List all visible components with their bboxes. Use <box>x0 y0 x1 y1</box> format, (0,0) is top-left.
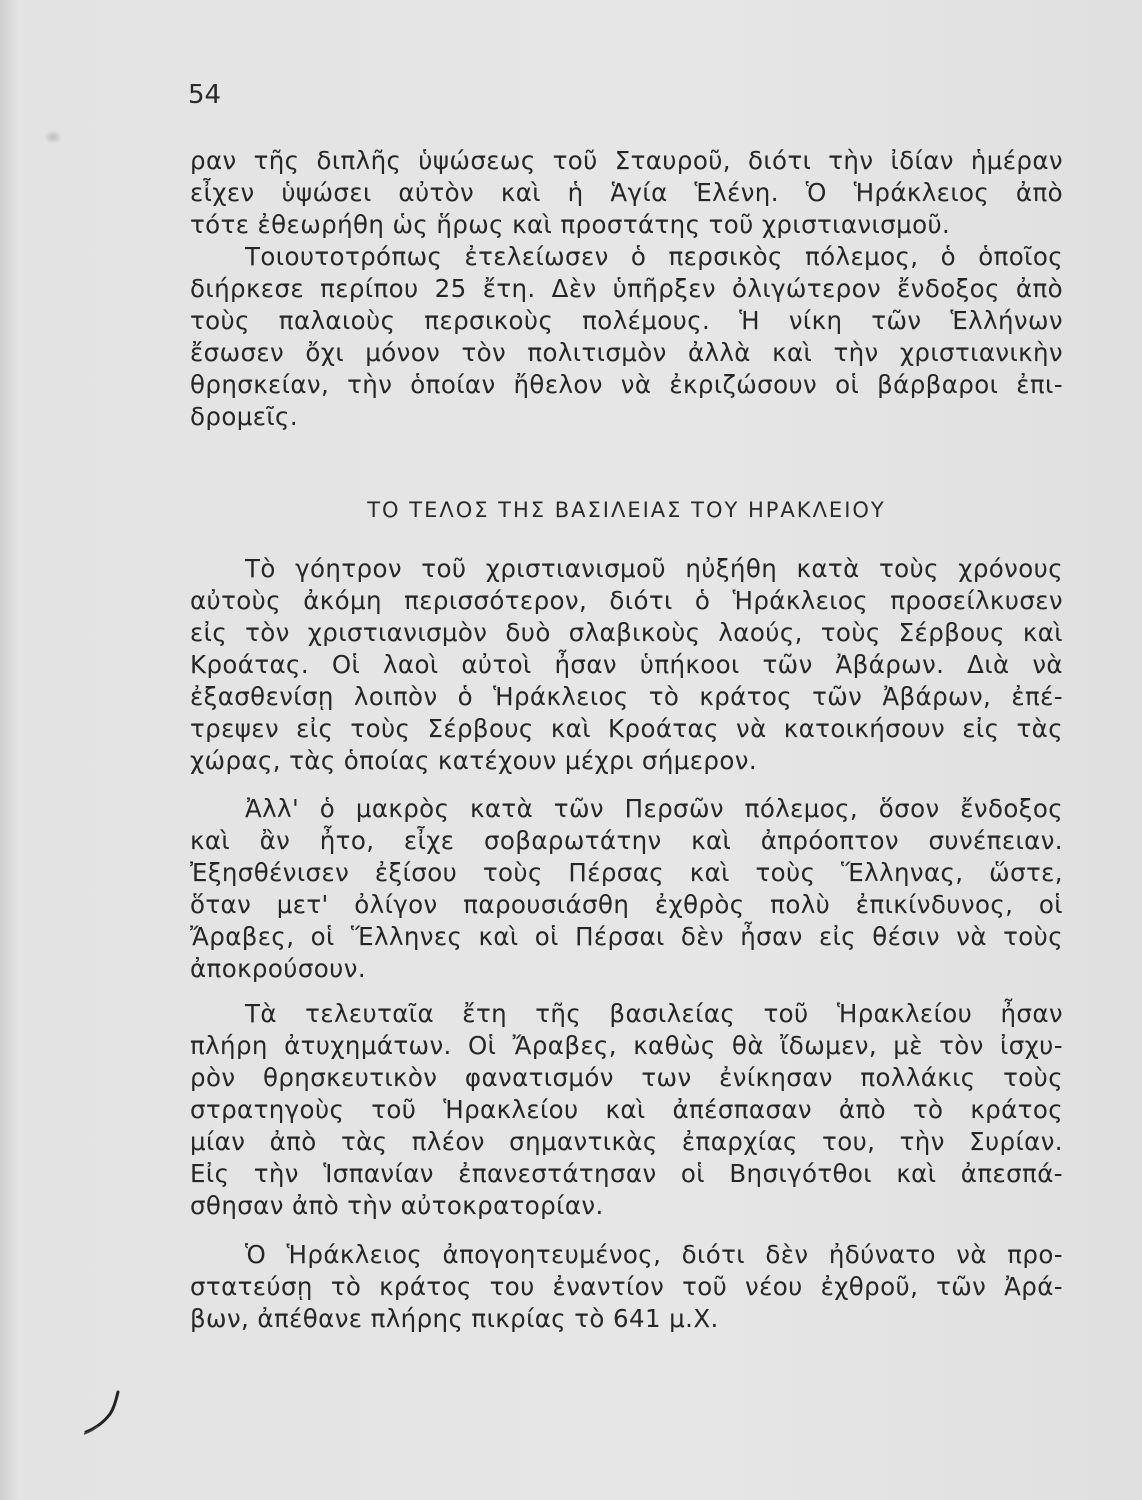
text-line: εἶχεν ὑψώσει αὐτὸν καὶ ἡ Ἁγία Ἑλένη. Ὁ Ἡράκλειος ἀπὸ <box>190 178 1063 207</box>
text-line: χώρας, τὰς ὁποίας κατέχουν μέχρι σήμερον. <box>190 746 758 775</box>
text-line: αὐτοὺς ἀκόμη περισσότερον, διότι ὁ Ἡράκλειος προσείλκυσεν <box>190 586 1063 615</box>
text-line: ὅταν μετ' ὀλίγον παρουσιάσθη ἐχθρὸς πολὺ ἐπικίνδυνος, οἱ <box>190 890 1063 919</box>
pen-mark-icon <box>82 1388 132 1438</box>
paragraph-persian-war-end <box>190 145 1063 433</box>
section-heading: ΤΟ ΤΕΛΟΣ ΤΗΣ ΒΑΣΙΛΕΙΑΣ ΤΟΥ ΗΡΑΚΛΕΙΟΥ <box>367 498 886 522</box>
text-line: ἀποκρούσουν. <box>190 954 367 983</box>
text-line: τρεψεν εἰς τοὺς Σέρβους καὶ Κροάτας νὰ κατοικήσουν εἰς τὰς <box>190 714 1063 743</box>
text-line: καὶ ἂν ἦτο, εἶχε σοβαρωτάτην καὶ ἀπρόοπτον συνέπειαν. <box>190 826 1063 855</box>
text-line: διήρκεσε περίπου 25 ἔτη. Δὲν ὑπῆρξεν ὀλιγώτερον ἔνδοξος ἀπὸ <box>190 274 1063 303</box>
text-line: πλήρη ἀτυχημάτων. Οἱ Ἄραβες, καθὼς θὰ ἴδωμεν, μὲ τὸν ἰσχυ- <box>190 1031 1063 1060</box>
page-number: 54 <box>188 80 222 110</box>
paragraph-final-years <box>190 998 1063 1222</box>
text-line: βων, ἀπέθανε πλήρης πικρίας τὸ 641 μ.Χ. <box>190 1304 719 1333</box>
text-line: τοὺς παλαιοὺς περσικοὺς πολέμους. Ἡ νίκη τῶν Ἑλλήνων <box>190 306 1063 335</box>
text-line: Τοιουτοτρόπως ἐτελείωσεν ὁ περσικὸς πόλεμος, ὁ ὁποῖος <box>245 242 1063 271</box>
paragraph-slavic-peoples <box>190 553 1063 777</box>
text-line: σθησαν ἀπὸ τὴν αὐτοκρατορίαν. <box>190 1191 604 1220</box>
text-line: στατεύσῃ τὸ κράτος του ἐναντίον τοῦ νέου ἐχθροῦ, τῶν Ἀρά- <box>190 1272 1063 1301</box>
text-line: ρὸν θρησκευτικὸν φανατισμόν των ἐνίκησαν πολλάκις τοὺς <box>190 1063 1063 1092</box>
text-line: στρατηγοὺς τοῦ Ἡρακλείου καὶ ἀπέσπασαν ἀπὸ τὸ κράτος <box>190 1095 1063 1124</box>
text-line: εἰς τὸν χριστιανισμὸν δυὸ σλαβικοὺς λαούς, τοὺς Σέρβους καὶ <box>190 618 1063 647</box>
text-line: Ἀλλ' ὁ μακρὸς κατὰ τῶν Περσῶν πόλεμος, ὅσον ἔνδοξος <box>245 794 1063 823</box>
text-line: Εἰς τὴν Ἱσπανίαν ἐπανεστάτησαν οἱ Βησιγότθοι καὶ ἀπεσπά- <box>190 1159 1063 1188</box>
text-line: θρησκείαν, τὴν ὁποίαν ἤθελον νὰ ἐκριζώσουν οἱ βάρβαροι ἐπι- <box>190 370 1063 399</box>
paragraph-heraclius-death <box>190 1239 1063 1335</box>
paper-speck <box>44 130 62 144</box>
paragraph-war-consequences <box>190 793 1063 985</box>
text-line: ἐξασθενίσῃ λοιπὸν ὁ Ἡράκλειος τὸ κράτος τῶν Ἀβάρων, ἐπέ- <box>190 682 1063 711</box>
text-line: ἔσωσεν ὄχι μόνον τὸν πολιτισμὸν ἀλλὰ καὶ τὴν χριστιανικὴν <box>190 338 1063 367</box>
text-line: Ὁ Ἡράκλειος ἀπογοητευμένος, διότι δὲν ἠδύνατο νὰ προ- <box>245 1240 1063 1269</box>
text-line: μίαν ἀπὸ τὰς πλέον σημαντικὰς ἐπαρχίας του, τὴν Συρίαν. <box>190 1127 1063 1156</box>
text-line: Τὸ γόητρον τοῦ χριστιανισμοῦ ηὐξήθη κατὰ τοὺς χρόνους <box>245 554 1063 583</box>
text-line: Κροάτας. Οἱ λαοὶ αὐτοὶ ἦσαν ὑπήκοοι τῶν Ἀβάρων. Διὰ νὰ <box>190 650 1063 679</box>
text-line: Ἄραβες, οἱ Ἕλληνες καὶ οἱ Πέρσαι δὲν ἦσαν εἰς θέσιν νὰ τοὺς <box>190 922 1063 951</box>
text-line: Τὰ τελευταῖα ἔτη τῆς βασιλείας τοῦ Ἡρακλείου ἦσαν <box>245 999 1063 1028</box>
text-line: τότε ἐθεωρήθη ὡς ἥρως καὶ προστάτης τοῦ χριστιανισμοῦ. <box>190 210 951 239</box>
text-line: δρομεῖς. <box>190 402 299 431</box>
text-line: Ἐξησθένισεν ἐξίσου τοὺς Πέρσας καὶ τοὺς Ἕλληνας, ὥστε, <box>190 858 1063 887</box>
text-line: ραν τῆς διπλῆς ὑψώσεως τοῦ Σταυροῦ, διότι τὴν ἰδίαν ἡμέραν <box>190 146 1063 175</box>
